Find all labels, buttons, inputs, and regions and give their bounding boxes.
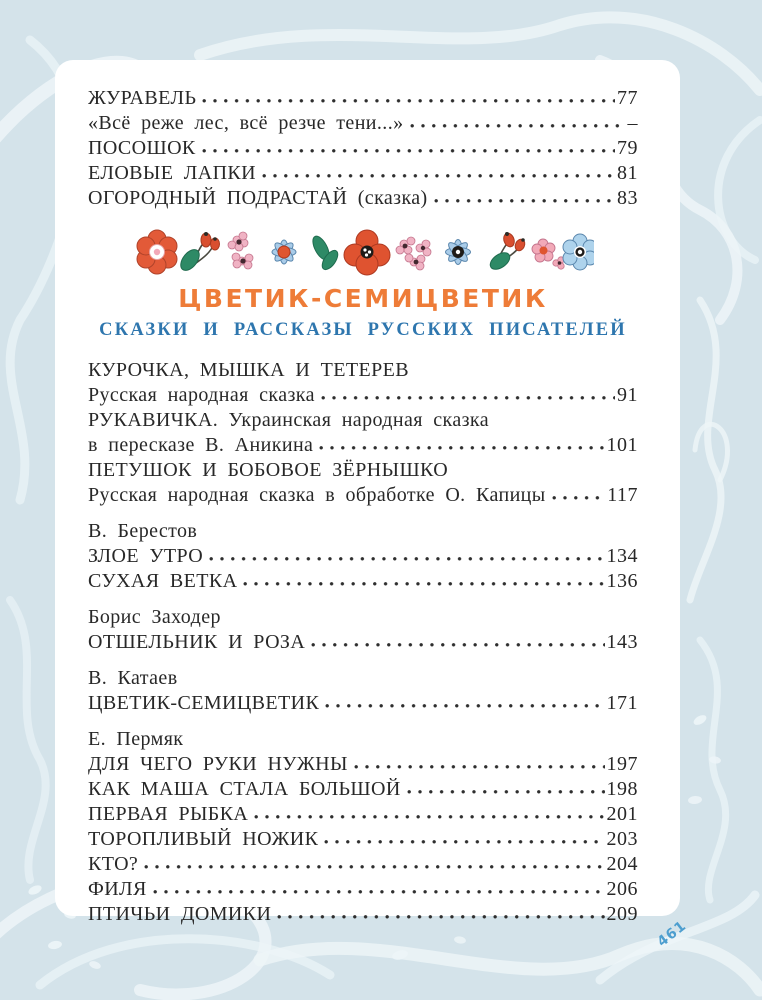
author-name: В. Берестов	[88, 520, 198, 542]
toc-entry-page: 171	[606, 692, 638, 714]
toc-entry-page: 197	[606, 753, 638, 775]
dot-leader	[434, 198, 615, 204]
toc-group-author	[88, 519, 638, 594]
toc-entry-title: ПОСОШОК	[88, 137, 196, 159]
green-leaves-icon	[310, 234, 341, 272]
toc-entry-page: 81	[617, 162, 638, 184]
dot-leader	[209, 556, 604, 562]
toc-entry-title: ОТШЕЛЬНИК И РОЗА	[88, 631, 306, 653]
toc-entry-title: Русская народная сказка в обработке О. Капицы	[88, 484, 546, 506]
toc-entry-page: 136	[606, 570, 638, 592]
toc-entry-page: 209	[606, 903, 638, 925]
toc-entry-page: 79	[617, 137, 638, 159]
toc-story-title: РУКАВИЧКА. Украинская народная сказка	[88, 409, 490, 431]
flower-band	[132, 226, 594, 278]
dot-leader	[324, 839, 604, 845]
section-title: ЦВЕТИК-СЕМИЦВЕТИК	[178, 284, 548, 313]
toc-entry	[88, 630, 638, 655]
toc-entry	[88, 852, 638, 877]
toc-entry-page: 206	[606, 878, 638, 900]
dot-leader	[202, 98, 615, 104]
toc-entry	[88, 802, 638, 827]
red-poppy-icon	[344, 230, 390, 275]
author-name: Борис Заходер	[88, 606, 221, 628]
dot-leader	[325, 703, 604, 709]
page-number: 461	[654, 917, 690, 951]
toc-entry	[88, 136, 638, 161]
toc-entry	[88, 383, 638, 408]
rosehip-berries-icon	[487, 232, 526, 273]
toc-entry-page: 134	[606, 545, 638, 567]
toc-entry-title: ОГОРОДНЫЙ ПОДРАСТАЙ (сказка)	[88, 187, 428, 209]
toc-entry-title: ПЕРВАЯ РЫБКА	[88, 803, 249, 825]
toc-entry-title: ЦВЕТИК-СЕМИЦВЕТИК	[88, 692, 320, 714]
toc-group-author	[88, 727, 638, 927]
toc-entry-title: КАК МАША СТАЛА БОЛЬШОЙ	[88, 778, 401, 800]
pink-flower-pair-icon	[532, 239, 564, 269]
toc-entry	[88, 186, 638, 211]
toc-entry	[88, 433, 638, 458]
blue-daisy-red-center-icon	[272, 240, 296, 264]
blue-flower-ring-center-icon	[563, 234, 594, 270]
dot-leader	[144, 864, 604, 870]
toc-entry-page: 117	[607, 484, 638, 506]
toc-entry	[88, 86, 638, 111]
dot-leader	[153, 889, 605, 895]
toc-entry	[88, 111, 638, 136]
toc-entry	[88, 569, 638, 594]
pink-flower-cluster-icon	[228, 232, 253, 269]
toc-entry	[88, 777, 638, 802]
blue-daisy-dark-center-icon	[446, 240, 471, 265]
toc-entry-title: в пересказе В. Аникина	[88, 434, 314, 456]
toc-group-folk-tales	[88, 358, 638, 508]
toc-entry	[88, 691, 638, 716]
toc-entry-page: 101	[606, 434, 638, 456]
toc-entry-title: ПТИЧЬИ ДОМИКИ	[88, 903, 272, 925]
toc-entry-title: ЖУРАВЕЛЬ	[88, 87, 197, 109]
dot-leader	[410, 123, 626, 129]
toc-top-block	[88, 86, 638, 211]
dot-leader	[321, 395, 615, 401]
dot-leader	[311, 642, 604, 648]
toc-entry-page: 83	[617, 187, 638, 209]
toc-entry-title: Русская народная сказка	[88, 384, 315, 406]
toc-entry	[88, 902, 638, 927]
toc-story-title: ПЕТУШОК И БОБОВОЕ ЗЁРНЫШКО	[88, 459, 449, 481]
toc-entry-title: СУХАЯ ВЕТКА	[88, 570, 238, 592]
toc-entry-title: ФИЛЯ	[88, 878, 147, 900]
toc-entry-title: ЕЛОВЫЕ ЛАПКИ	[88, 162, 256, 184]
toc-entry-title: ТОРОПЛИВЫЙ НОЖИК	[88, 828, 319, 850]
toc-group-author	[88, 605, 638, 655]
toc-entry	[88, 483, 638, 508]
dot-leader	[202, 148, 615, 154]
toc-group-author	[88, 666, 638, 716]
author-name: Е. Пермяк	[88, 728, 184, 750]
toc-entry-title: ЗЛОЕ УТРО	[88, 545, 204, 567]
toc-entry-page: –	[627, 112, 638, 134]
toc-entry-title: ДЛЯ ЧЕГО РУКИ НУЖНЫ	[88, 753, 348, 775]
toc-entry-page: 91	[617, 384, 638, 406]
toc-entry-title: «Всё реже лес, всё резче тени...»	[88, 112, 404, 134]
dot-leader	[277, 914, 604, 920]
toc-entry-page: 204	[606, 853, 638, 875]
dot-leader	[254, 814, 604, 820]
author-name: В. Катаев	[88, 667, 178, 689]
toc-entry-page: 77	[617, 87, 638, 109]
toc-entry	[88, 161, 638, 186]
toc-entry-page: 143	[606, 631, 638, 653]
toc-entry-page: 198	[606, 778, 638, 800]
dot-leader	[407, 789, 605, 795]
toc-story-title: КУРОЧКА, МЫШКА И ТЕТЕРЕВ	[88, 359, 409, 381]
toc-entry-page: 203	[606, 828, 638, 850]
toc-entry	[88, 827, 638, 852]
section-subtitle: СКАЗКИ И РАССКАЗЫ РУССКИХ ПИСАТЕЛЕЙ	[99, 320, 627, 340]
rosehip-berries-icon	[177, 232, 219, 274]
pink-flower-cluster-icon	[396, 237, 431, 270]
toc-entry	[88, 752, 638, 777]
toc-entry-title: КТО?	[88, 853, 139, 875]
red-flower-icon	[137, 230, 177, 274]
dot-leader	[262, 173, 615, 179]
dot-leader	[552, 495, 606, 501]
toc-page-panel	[55, 60, 680, 925]
toc-entry-page: 201	[606, 803, 638, 825]
dot-leader	[319, 445, 604, 451]
dot-leader	[354, 764, 605, 770]
toc-entry	[88, 544, 638, 569]
dot-leader	[243, 581, 604, 587]
toc-entry	[88, 877, 638, 902]
